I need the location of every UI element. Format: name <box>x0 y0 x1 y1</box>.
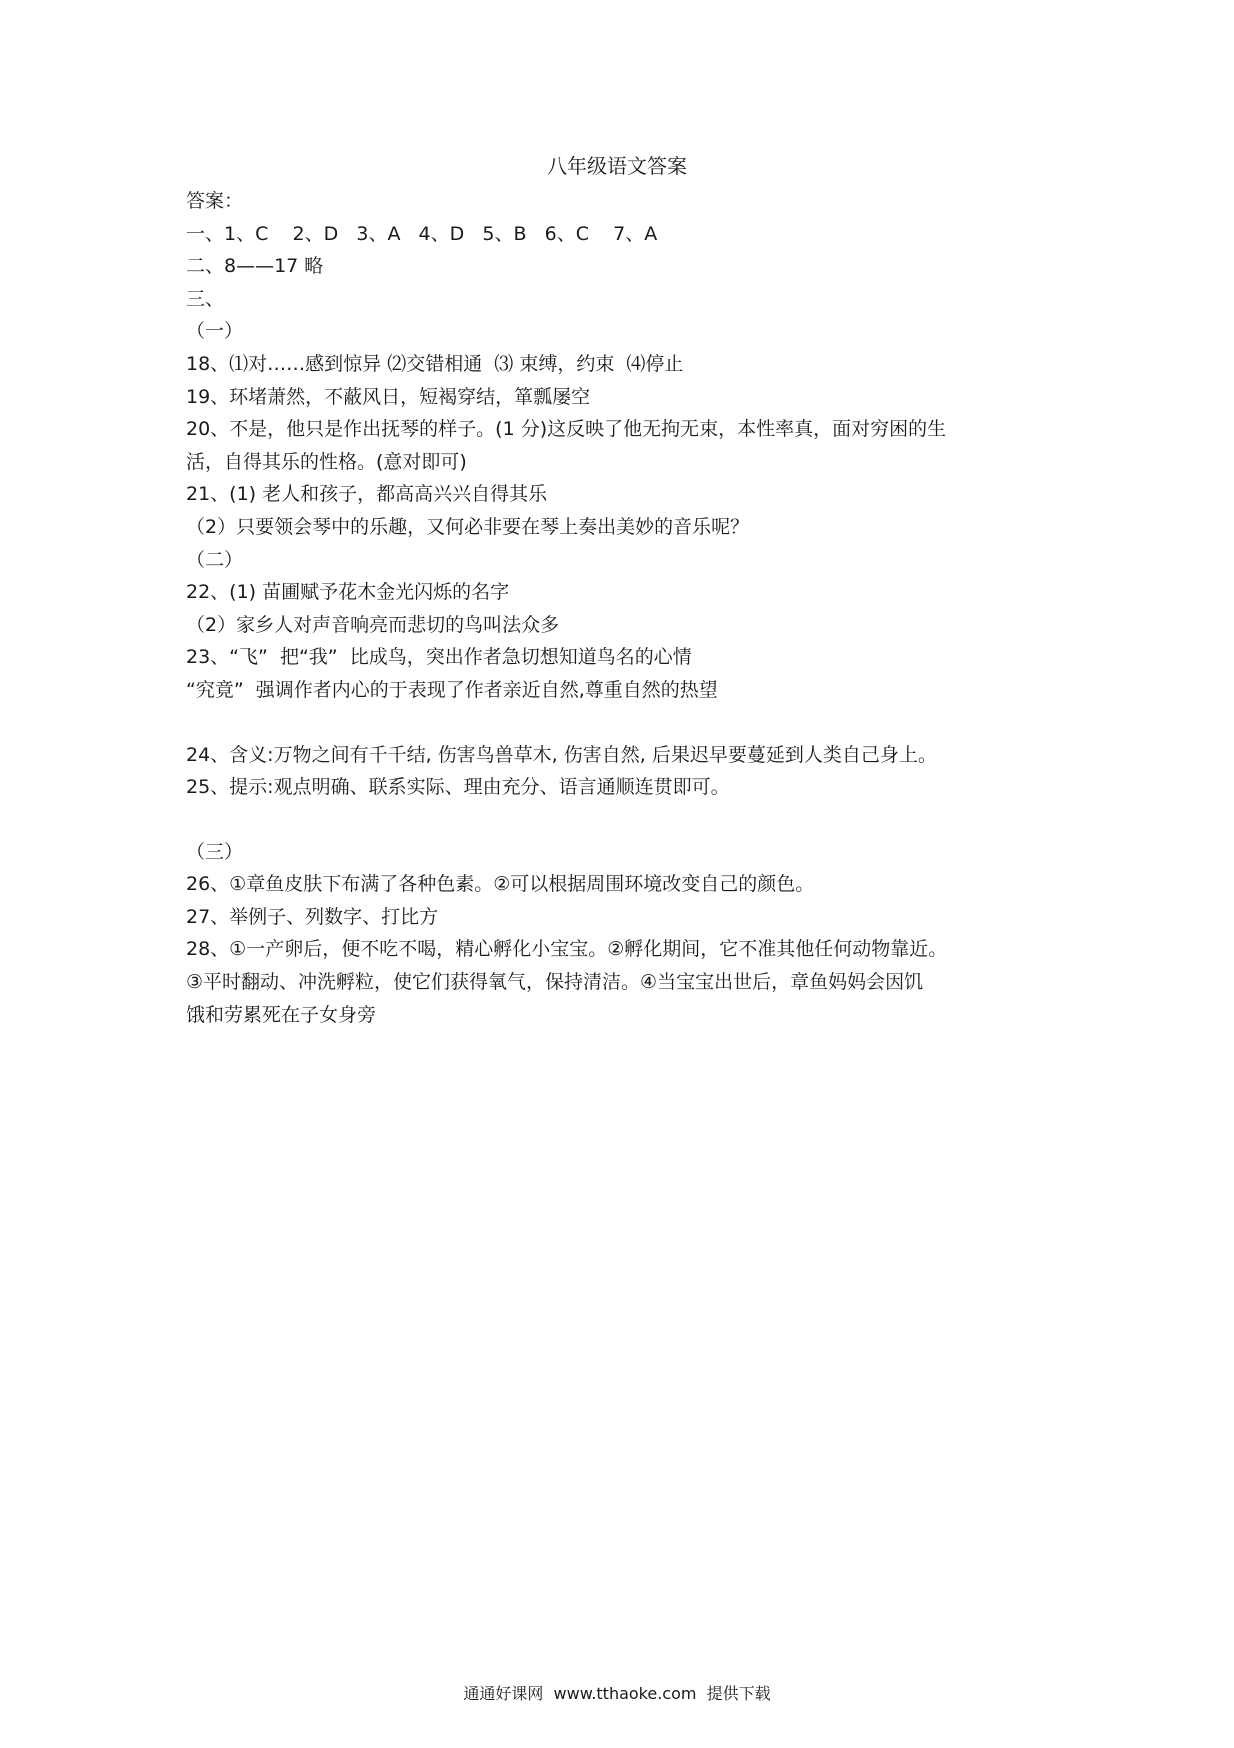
blank-line <box>186 804 1066 836</box>
blank-line <box>186 707 1066 739</box>
footer-credit: 通通好课网 www.tthaoke.com 提供下载 <box>463 1684 771 1703</box>
answer-line: 27、举例子、列数字、打比方 <box>186 905 439 928</box>
answer-line: 19、环堵萧然，不蔽风日，短褐穿结，箪瓢屡空 <box>186 385 591 408</box>
answer-line: 21、(1) 老人和孩子，都高高兴兴自得其乐 <box>186 483 548 506</box>
answer-line: 22、(1) 苗圃赋予花木金光闪烁的名字 <box>186 581 510 604</box>
answer-line: 20、不是，他只是作出抚琴的样子。(1 分)这反映了他无拘无束，本性率真，面对穷困的生 <box>186 418 947 441</box>
answer-line: 活，自得其乐的性格。(意对即可) <box>186 450 467 473</box>
answer-line: 答案： <box>186 190 244 212</box>
answer-line: （2）只要领会琴中的乐趣，又何必非要在琴上奏出美妙的音乐呢？ <box>186 515 750 538</box>
answer-line: （一） <box>186 320 244 343</box>
answer-body <box>186 185 1066 1031</box>
answer-line: ③平时翻动、冲洗孵粒，使它们获得氧气，保持清洁。④当宝宝出世后，章鱼妈妈会因饥 <box>186 971 924 994</box>
answer-line: 26、①章鱼皮肤下布满了各种色素。②可以根据周围环境改变自己的颜色。 <box>186 873 815 896</box>
answer-line: 24、含义:万物之间有千千结, 伤害鸟兽草木, 伤害自然, 后果迟早要蔓延到人类自己身上。 <box>186 743 937 766</box>
answer-line: 饿和劳累死在子女身旁 <box>186 1003 377 1026</box>
answer-line: 二、8——17 略 <box>186 255 324 278</box>
answer-line: 28、①一产卵后，便不吃不喝，精心孵化小宝宝。②孵化期间，它不准其他任何动物靠近。 <box>186 938 948 961</box>
answer-line: 25、提示:观点明确、联系实际、理由充分、语言通顺连贯即可。 <box>186 776 730 799</box>
answer-line: （二） <box>186 548 244 571</box>
answer-line: 18、⑴对……感到惊异 ⑵交错相通 ⑶ 束缚，约束 ⑷停止 <box>186 352 684 375</box>
answer-line: 一、1、C 2、D 3、A 4、D 5、B 6、C 7、A <box>186 222 658 245</box>
document-title: 八年级语文答案 <box>547 154 687 178</box>
answer-line: 23、“飞” 把“我” 比成鸟，突出作者急切想知道鸟名的心情 <box>186 646 692 669</box>
answer-line: （三） <box>186 840 244 863</box>
answer-line: “究竟” 强调作者内心的于表现了作者亲近自然,尊重自然的热望 <box>186 678 718 701</box>
answer-line: 三、 <box>186 287 225 310</box>
answer-line: （2）家乡人对声音响亮而悲切的鸟叫法众多 <box>186 613 560 636</box>
